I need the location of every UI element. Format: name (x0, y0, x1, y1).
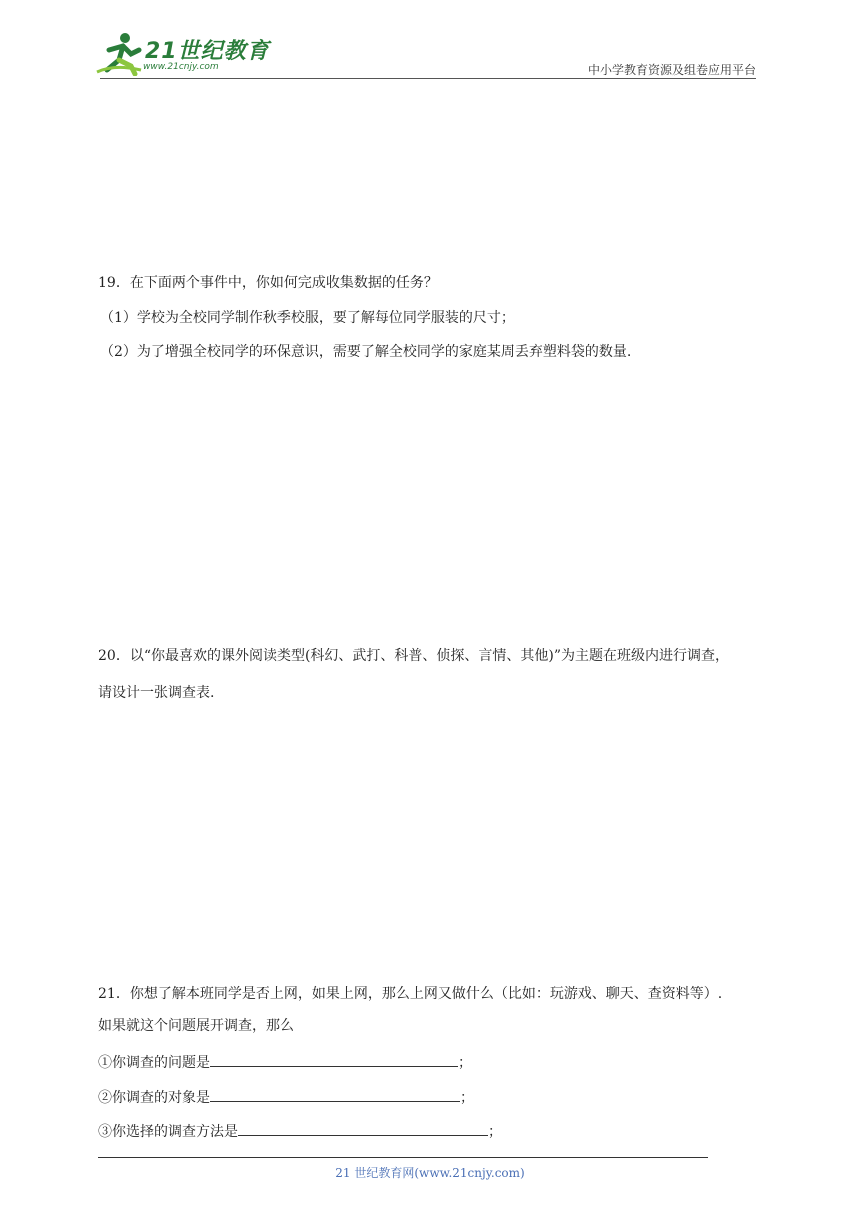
q21-item1-label: ①你调查的问题是 (98, 1055, 210, 1071)
platform-name: 中小学教育资源及组卷应用平台 (587, 63, 756, 77)
answer-blank-2[interactable] (210, 1087, 460, 1102)
q21-item3 (98, 1121, 502, 1142)
page-header (0, 0, 860, 80)
q20-line2: 请设计一张调查表. (98, 685, 215, 701)
q21-item2-sep: ； (460, 1090, 474, 1106)
q21-item1-sep: ； (458, 1055, 472, 1071)
q19-part1: （1）学校为全校同学制作秋季校服，要了解每位同学服装的尺寸； (100, 310, 515, 326)
q19-stem: 19．在下面两个事件中，你如何完成收集数据的任务？ (98, 275, 438, 291)
footer-divider (98, 1157, 708, 1158)
q21-line2: 如果就这个问题展开调查，那么 (98, 1018, 294, 1034)
q20-line1: 20．以“你最喜欢的课外阅读类型(科幻、武打、科普、侦探、言情、其他)”为主题在班级内进行调查， (98, 648, 730, 664)
q21-item3-label: ③你选择的调查方法是 (98, 1124, 238, 1140)
q21-item2-label: ②你调查的对象是 (98, 1090, 210, 1106)
q21-item1 (98, 1052, 472, 1073)
header-divider (100, 78, 756, 79)
q19-part2: （2）为了增强全校同学的环保意识，需要了解全校同学的家庭某周丢弃塑料袋的数量. (100, 344, 632, 360)
q21-item3-sep: ； (488, 1124, 502, 1140)
logo-text: 21世纪教育 (145, 39, 270, 64)
runner-logo-icon (95, 30, 145, 76)
logo-url: www.21cnjy.com (143, 62, 219, 72)
answer-blank-3[interactable] (238, 1121, 488, 1136)
q21-line1: 21．你想了解本班同学是否上网，如果上网，那么上网又做什么（比如：玩游戏、聊天、查资料等）. (98, 986, 723, 1002)
page-footer: 21 世纪教育网(www.21cnjy.com) (335, 1166, 525, 1180)
q21-item2 (98, 1087, 474, 1108)
site-logo (95, 30, 270, 78)
answer-blank-1[interactable] (210, 1052, 458, 1067)
